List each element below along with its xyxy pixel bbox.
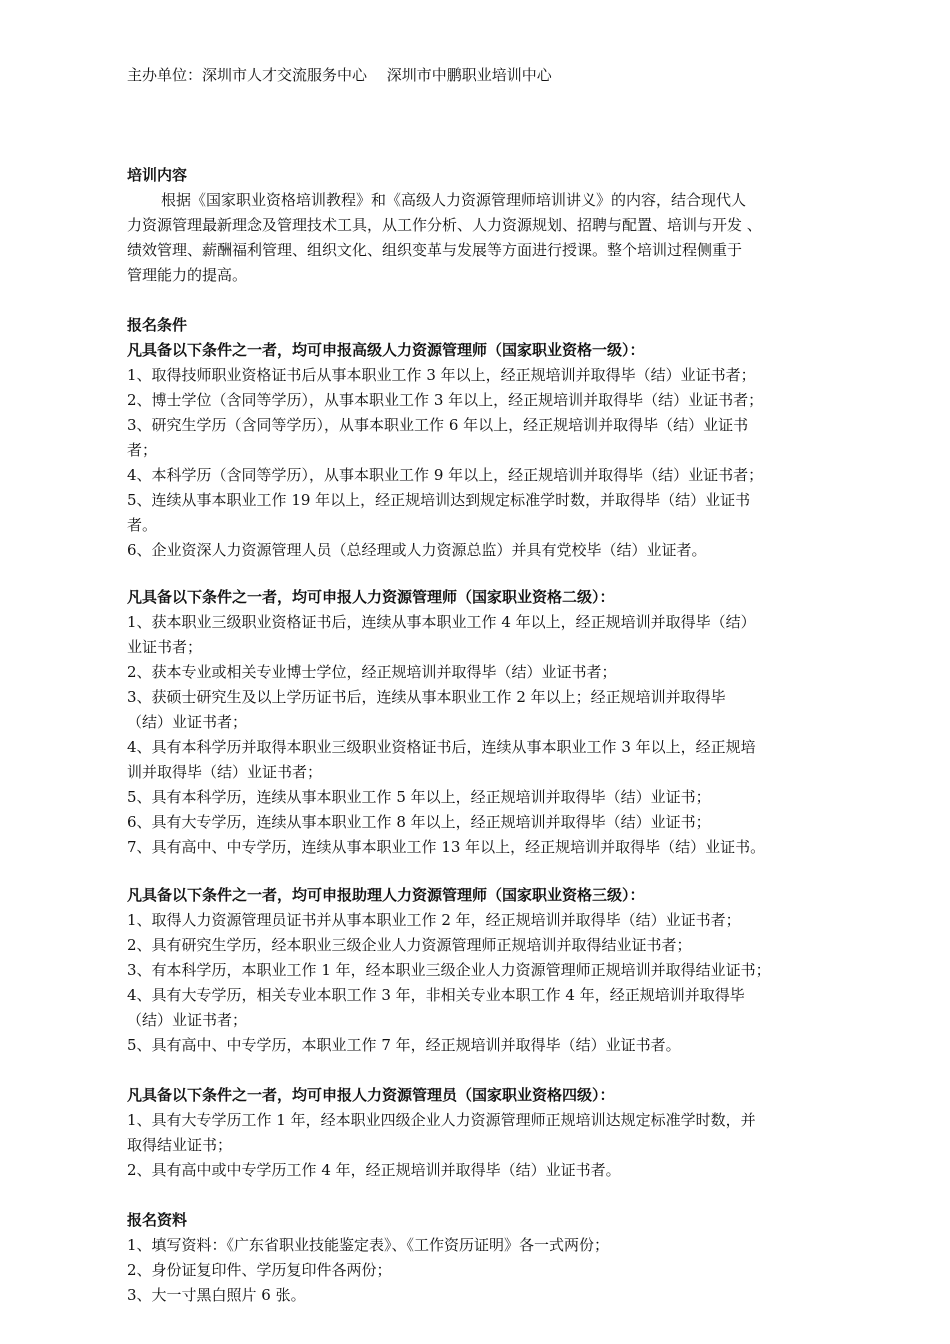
conditions-heading: 报名条件: [127, 316, 188, 334]
level2-item: 2、获本专业或相关专业博士学位，经正规培训并取得毕（结）业证书者；: [127, 663, 617, 681]
level1-item: 4、本科学历（含同等学历），从事本职业工作 9 年以上，经正规培训并取得毕（结）业证书者；: [127, 466, 764, 484]
materials-item: 3、大一寸黑白照片 6 张。: [127, 1286, 306, 1304]
training-line-3: 绩效管理、薪酬福利管理、组织文化、组织变革与发展等方面进行授课。整个培训过程侧重于: [127, 241, 743, 259]
level1-item: 1、取得技师职业资格证书后从事本职业工作 3 年以上，经正规培训并取得毕（结）业证书者；: [127, 366, 756, 384]
level3-section: [127, 883, 832, 1058]
level2-item: 4、具有本科学历并取得本职业三级职业资格证书后，连续从事本职业工作 3 年以上，经正规培: [127, 738, 756, 756]
training-line-1: 根据《国家职业资格培训教程》和《高级人力资源管理师培训讲义》的内容，结合现代人: [161, 191, 747, 209]
level1-item: 者；: [127, 441, 158, 459]
level2-item: 6、具有大专学历，连续从事本职业工作 8 年以上，经正规培训并取得毕（结）业证书；: [127, 813, 711, 831]
level2-item: （结）业证书者；: [127, 713, 248, 731]
level2-item: 1、获本职业三级职业资格证书后，连续从事本职业工作 4 年以上，经正规培训并取得毕（结）: [127, 613, 756, 631]
training-heading: 培训内容: [127, 166, 188, 184]
level3-item: 4、具有大专学历，相关专业本职工作 3 年，非相关专业本职工作 4 年，经正规培训并取得毕: [127, 986, 745, 1004]
materials-item: 2、身份证复印件、学历复印件各两份；: [127, 1261, 392, 1279]
level2-title: 凡具备以下条件之一者，均可申报人力资源管理师（国家职业资格二级）：: [127, 588, 615, 606]
materials-item: 1、填写资料：《广东省职业技能鉴定表》、《工作资历证明》各一式两份；: [127, 1236, 610, 1254]
level2-item: 业证书者；: [127, 638, 203, 656]
level2-section: [127, 585, 832, 860]
conditions-section: [127, 313, 832, 563]
level3-item: 1、取得人力资源管理员证书并从事本职业工作 2 年，经正规培训并取得毕（结）业证书者；: [127, 911, 741, 929]
level1-item: 6、企业资深人力资源管理人员（总经理或人力资源总监）并具有党校毕（结）业证者。: [127, 541, 707, 559]
level3-item: 5、具有高中、中专学历，本职业工作 7 年，经正规培训并取得毕（结）业证书者。: [127, 1036, 681, 1054]
training-line-2: 力资源管理最新理念及管理技术工具，从工作分析、人力资源规划、招聘与配置、培训与开发 、: [127, 216, 762, 234]
level3-item: 2、具有研究生学历，经本职业三级企业人力资源管理师正规培训并取得结业证书者；: [127, 936, 692, 954]
level3-title: 凡具备以下条件之一者，均可申报助理人力资源管理师（国家职业资格三级）：: [127, 886, 645, 904]
training-line-4: 管理能力的提高。: [127, 266, 248, 284]
training-section: [127, 163, 832, 288]
level4-item: 1、具有大专学历工作 1 年，经本职业四级企业人力资源管理师正规培训达规定标准学时数，并: [127, 1111, 756, 1129]
level3-item: 3、有本科学历，本职业工作 1 年，经本职业三级企业人力资源管理师正规培训并取得结业证书；: [127, 961, 771, 979]
level4-item: 取得结业证书；: [127, 1136, 233, 1154]
level3-item: （结）业证书者；: [127, 1011, 248, 1029]
level4-item: 2、具有高中或中专学历工作 4 年，经正规培训并取得毕（结）业证书者。: [127, 1161, 621, 1179]
level1-item: 2、博士学位（含同等学历），从事本职业工作 3 年以上，经正规培训并取得毕（结）业证书者；: [127, 391, 764, 409]
level2-item: 训并取得毕（结）业证书者；: [127, 763, 323, 781]
materials-section: [127, 1208, 832, 1308]
sponsor-line: 主办单位：深圳市人才交流服务中心 深圳市中鹏职业培训中心: [127, 66, 552, 84]
level1-item: 者。: [127, 516, 158, 534]
level2-item: 7、具有高中、中专学历，连续从事本职业工作 13 年以上，经正规培训并取得毕（结）业证书。: [127, 838, 766, 856]
level4-title: 凡具备以下条件之一者，均可申报人力资源管理员（国家职业资格四级）：: [127, 1086, 615, 1104]
level1-item: 5、连续从事本职业工作 19 年以上，经正规培训达到规定标准学时数，并取得毕（结）业证书: [127, 491, 751, 509]
level1-title: 凡具备以下条件之一者，均可申报高级人力资源管理师（国家职业资格一级）：: [127, 341, 645, 359]
level1-item: 3、研究生学历（含同等学历），从事本职业工作 6 年以上，经正规培训并取得毕（结）业证书: [127, 416, 749, 434]
level2-item: 5、具有本科学历，连续从事本职业工作 5 年以上，经正规培训并取得毕（结）业证书；: [127, 788, 711, 806]
level4-section: [127, 1083, 832, 1183]
materials-heading: 报名资料: [127, 1211, 188, 1229]
level2-item: 3、获硕士研究生及以上学历证书后，连续从事本职业工作 2 年以上；经正规培训并取得毕: [127, 688, 726, 706]
